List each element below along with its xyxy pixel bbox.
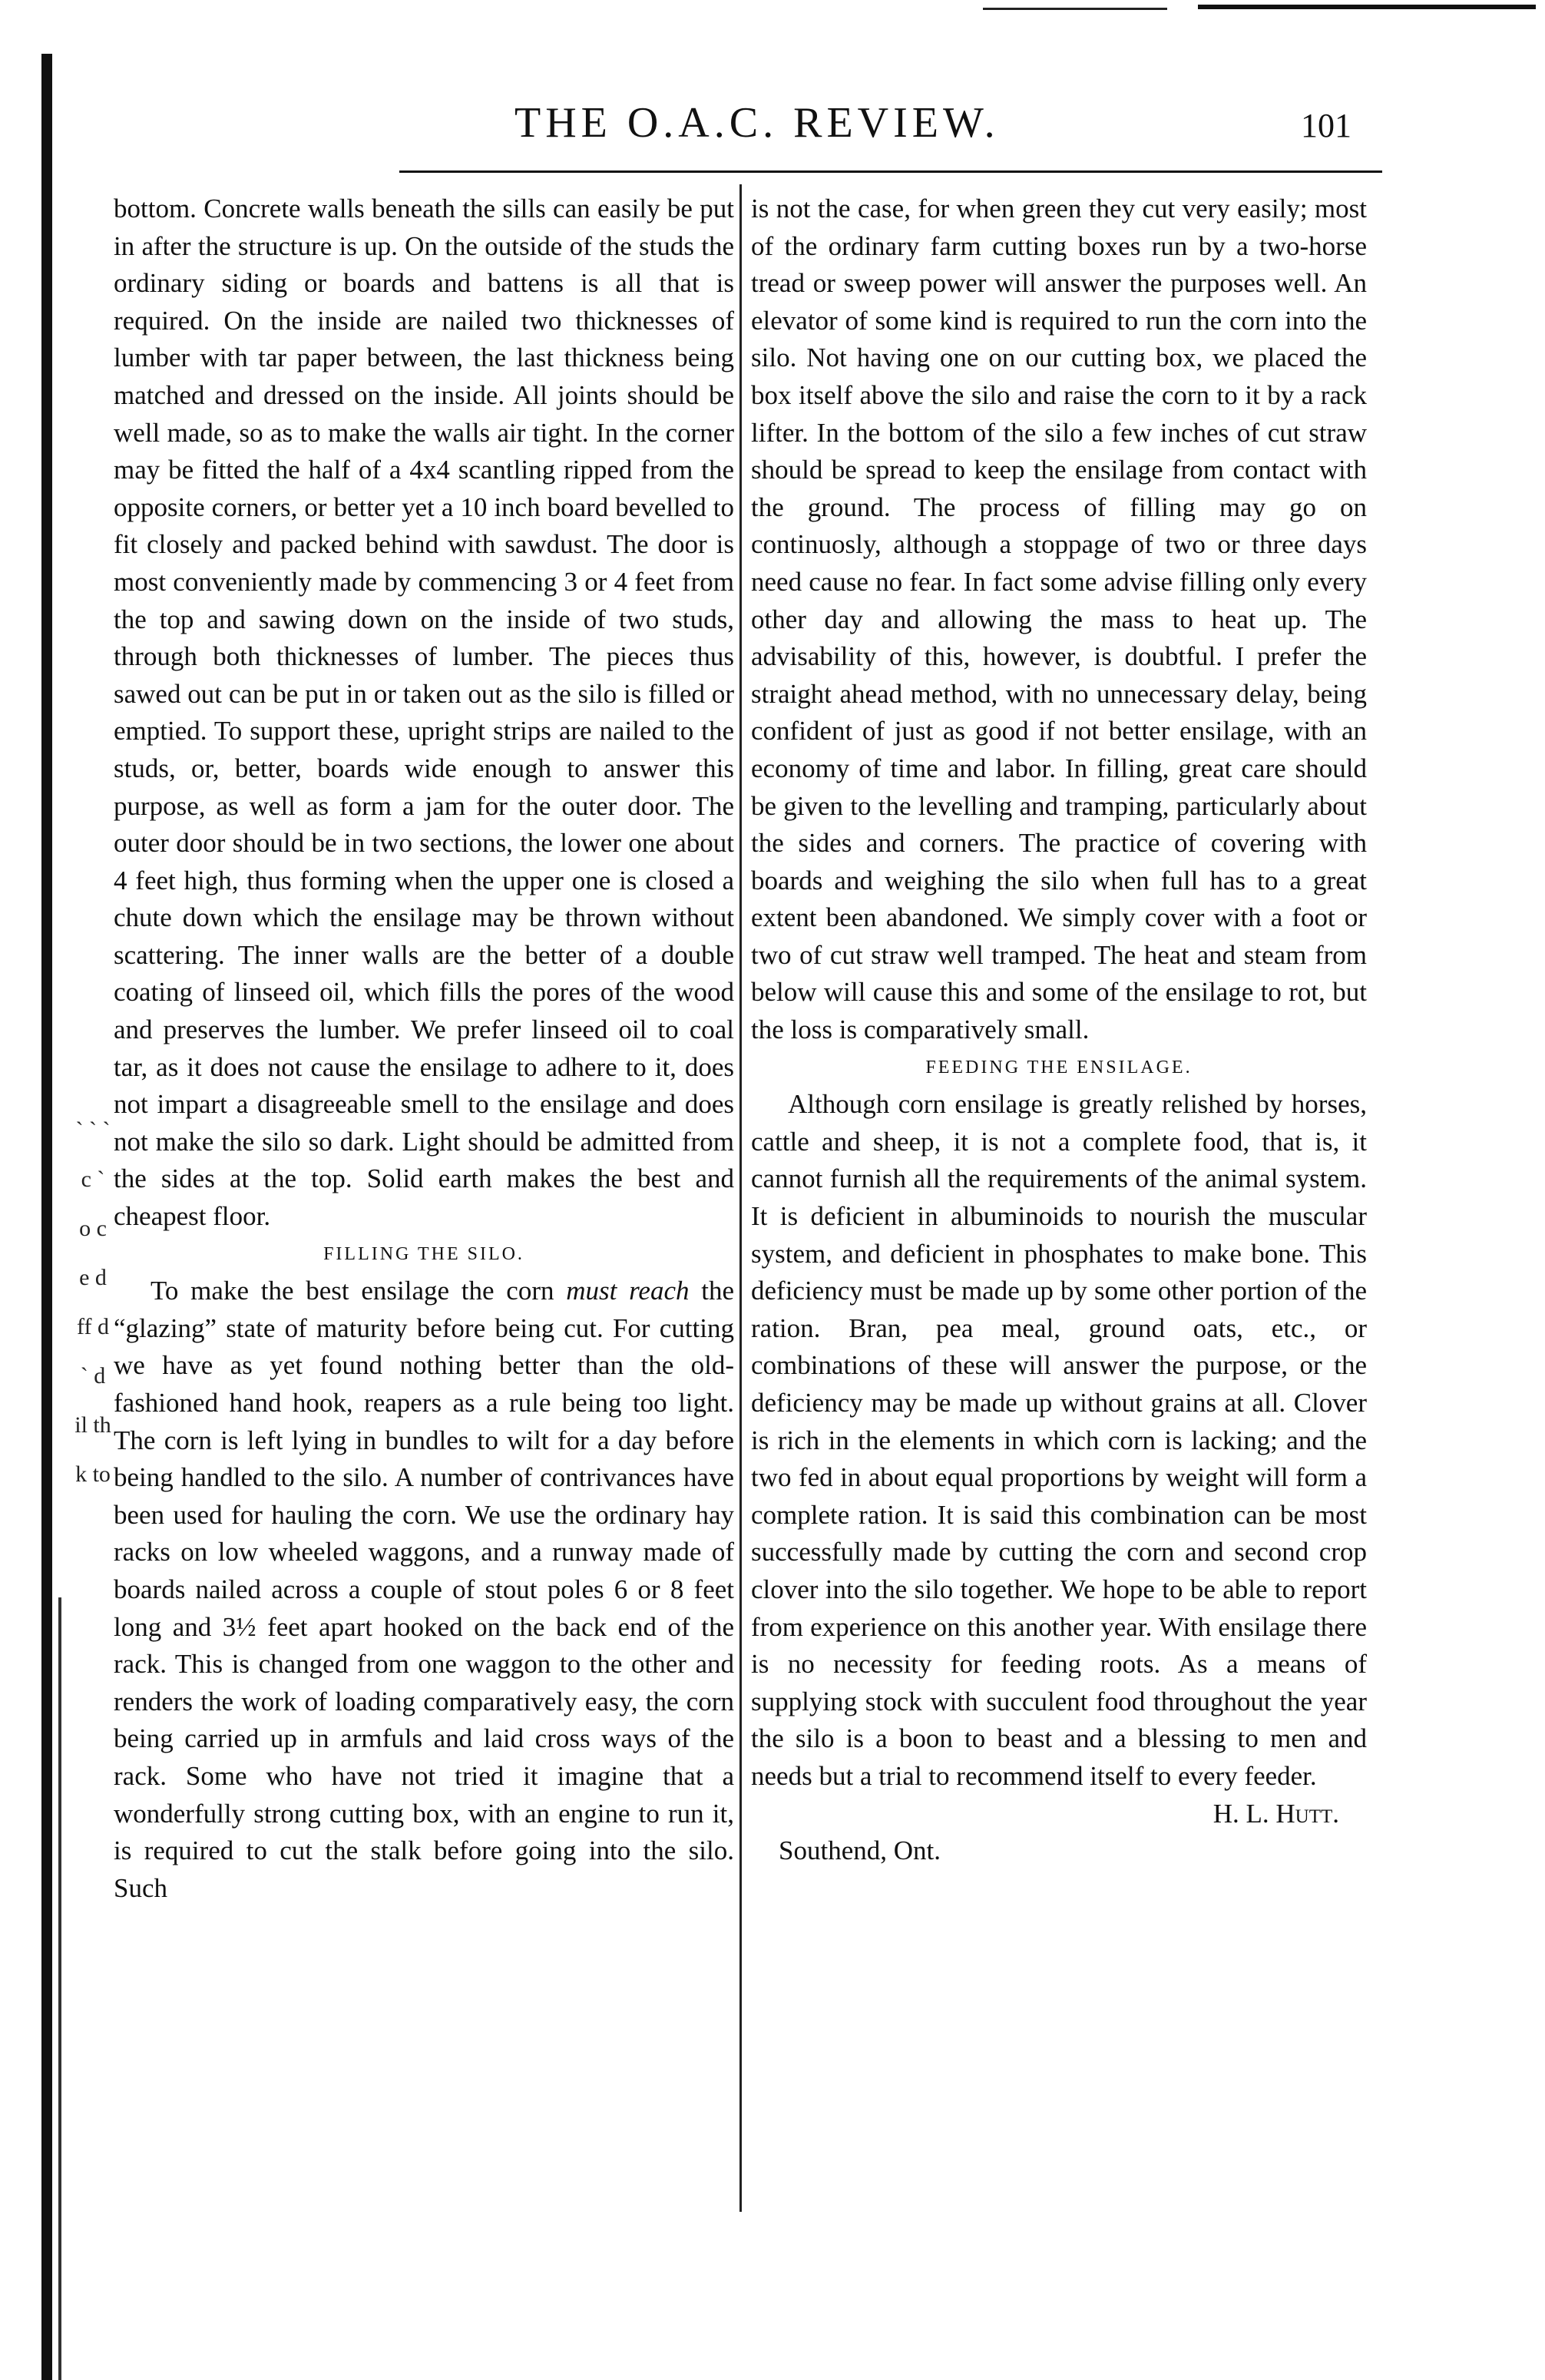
column-divider (739, 184, 742, 2212)
section-heading-filling-the-silo: FILLING THE SILO. (323, 1243, 524, 1264)
left-column (114, 190, 734, 1907)
author-location: Southend, Ont. (779, 1835, 941, 1866)
paragraph-silo-construction: bottom. Concrete walls beneath the sills can easily be put in after the structure is up. On the outside of the studs the ordinary siding or boards and battens is all that is required. On the inside are nailed two thicknesses of lumber with tar paper between, the last thickness being matched and dressed on the inside. All joints should be well made, so as to make the walls air tight. In the corner may be fitted the half of a 4x4 scantling ripped from the opposite corners, or better yet a 10 inch board bevelled to fit closely and packed behind with sawdust. The door is most conveniently made by commencing 3 or 4 feet from the top and sawing down on the inside of two studs, through both thicknesses of lumber. The pieces thus sawed out can be put in or taken out as the silo is filled or emptied. To support these, upright strips are nailed to the studs, or, better, boards wide enough to answer this purpose, as well as form a jam for the outer door. The outer door should be in two sections, the lower one about 4 feet high, thus forming when the upper one is closed a chute down which the ensilage may be thrown without scattering. The inner walls are the better of a double coating of linseed oil, which fills the pores of the wood and preserves the lumber. We prefer linseed oil to coal tar, as it does not cause the ensilage to adhere to it, does not impart a disagreeable smell to the ensilage and does not make the silo so dark. Light should be admitted from the sides at the top. Solid earth makes the best and cheapest floor. (114, 194, 734, 1232)
scan-top-mark (1198, 5, 1536, 9)
scan-binding-edge (41, 54, 52, 2380)
paragraph-filling-start: To make the best ensilage the corn (151, 1276, 567, 1306)
page-header (430, 98, 1351, 160)
right-column (751, 190, 1367, 1870)
paragraph-cutting-and-filling: is not the case, for when green they cut very easily; most of the ordinary farm cutting boxes run by a two-horse tread or sweep power will answer the purposes well. An elevator of some kind is required to run the corn into the silo. Not having one on our cutting box, we placed the box itself above the silo and raise the corn to it by a rack lifter. In the bottom of the silo a few inches of cut straw should be spread to keep the ensilage from contact with the ground. The process of filling may go on continuosly, although a stoppage of two or three days need cause no fear. In fact some advise filling only every other day and allowing the mass to heat up. The advisability of this, however, is doubtful. I prefer the straight ahead method, with no unnecessary delay, being confident of just as good if not better ensilage, with an economy of time and labor. In filling, great care should be given to the levelling and tramping, particularly about the sides and corners. The practice of covering with boards and weighing the silo when full has to a great extent been abandoned. We simply cover with a foot or two of cut straw well tramped. The heat and steam from below will cause this and some of the ensilage to rot, but the loss is comparatively small. (751, 194, 1367, 1045)
journal-title: THE O.A.C. REVIEW. (514, 99, 1000, 147)
paragraph-feeding: Although corn ensilage is greatly relished by horses, cattle and sheep, it is not a complete food, that is, it cannot furnish all the requirements of the animal system. It is deficient in albuminoids to nourish the muscular system, and deficient in phosphates to make bone. This deficiency must be made up by some other portion of the ration. Bran, pea meal, ground oats, etc., or combinations of these will answer the purpose, or the deficiency may be made up without grains at all. Clover is rich in the elements in which corn is lacking; and the two fed in about equal proportions by weight will form a complete ration. It is said this combination can be most successfully made by cutting the corn and second crop clover into the silo together. We hope to be able to report from experience on this another year. With ensilage there is no necessity for feeding roots. As a means of supplying stock with succulent food throughout the year the silo is a boon to beast and a blessing to men and needs but a trial to recommend itself to every feeder. (751, 1089, 1367, 1791)
scan-binding-edge-thin (58, 1597, 61, 2380)
author-signature: H. L. Hutt. (1213, 1798, 1339, 1829)
scan-top-mark-secondary (983, 8, 1167, 10)
header-rule (399, 170, 1382, 173)
paragraph-filling-emphasis: must reach (566, 1276, 690, 1306)
section-heading-feeding-the-ensilage: FEEDING THE ENSILAGE. (925, 1057, 1193, 1077)
bleed-through-margin-text: ` ` ` c ` o c e d ff d ` d il th k to (74, 1117, 111, 1487)
paragraph-filling-rest: the “glazing” state of maturity before being cut. For cutting we have as yet found nothing better than the old-fashioned hand hook, reapers as a rule being too light. The corn is left lying in bundles to wilt for a day before being handled to the silo. A number of contrivances have been used for hauling the corn. We use the ordinary hay racks on low wheeled waggons, and a runway made of boards nailed across a couple of stout poles 6 or 8 feet long and 3½ feet apart hooked on the back end of the rack. This is changed from one waggon to the other and renders the work of loading comparatively easy, the corn being carried up in armfuls and laid cross ways of the rack. Some who have not tried it imagine that a wonderfully strong cutting box, with an engine to run it, is required to cut the stalk before going into the silo. Such (114, 1276, 734, 1903)
paragraph-filling (114, 1273, 734, 1907)
page-number: 101 (1301, 107, 1351, 144)
